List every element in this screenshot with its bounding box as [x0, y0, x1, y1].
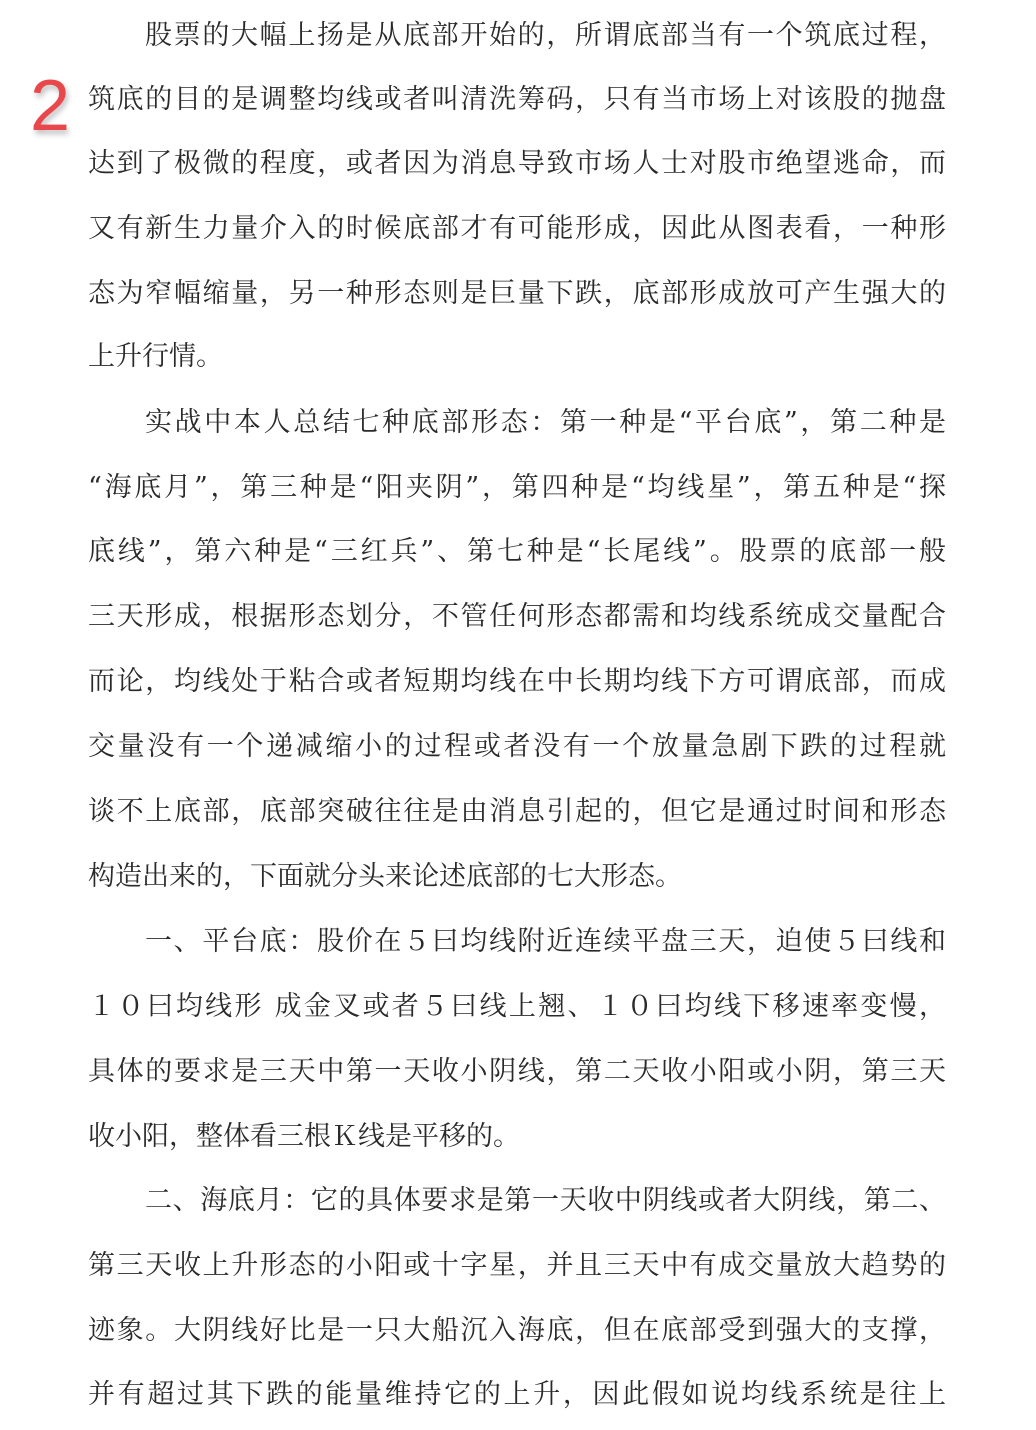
paragraph-line: 构造出来的，下面就分头来论述底部的七大形态。: [88, 861, 682, 892]
paragraph-line: 并有超过其下跌的能量维持它的上升，因此假如说均线系统是往上: [88, 1379, 946, 1410]
paragraph-line: 具体的要求是三天中第一天收小阴线，第二天收小阳或小阴，第三天: [88, 1056, 946, 1087]
paragraph-line: 而论，均线处于粘合或者短期均线在中长期均线下方可谓底部，而成: [88, 666, 946, 697]
paragraph-line: 底线”，第六种是“三红兵”、第七种是“长尾线”。股票的底部一般: [88, 536, 946, 567]
paragraph-line: 实战中本人总结七种底部形态：第一种是“平台底”，第二种是: [145, 407, 946, 438]
paragraph-line: 谈不上底部，底部突破往往是由消息引起的，但它是通过时间和形态: [88, 796, 946, 827]
paragraph-line: 收小阳，整体看三根Ｋ线是平移的。: [88, 1121, 520, 1152]
paragraph-line: 二、海底月：它的具体要求是第一天收中阴线或者大阴线，第二、: [145, 1185, 946, 1216]
paragraph-line: 第三天收上升形态的小阳或十字星，并且三天中有成交量放大趋势的: [88, 1250, 946, 1281]
paragraph-line: 态为窄幅缩量，另一种形态则是巨量下跌，底部形成放可产生强大的: [88, 278, 946, 309]
page-number-marker: 2: [30, 66, 71, 146]
paragraph-line: １０曰均线形 成金叉或者５曰线上翘、１０曰均线下移速率变慢，: [88, 991, 946, 1022]
paragraph-line: 三天形成，根据形态划分，不管任何形态都需和均线系统成交量配合: [88, 601, 946, 632]
paragraph-line: “海底月”，第三种是“阳夹阴”，第四种是“均线星”，第五种是“探: [88, 472, 946, 503]
paragraph-line: 上升行情。: [88, 341, 223, 372]
paragraph-line: 股票的大幅上扬是从底部开始的，所谓底部当有一个筑底过程，: [145, 20, 946, 51]
paragraph-line: 达到了极微的程度，或者因为消息导致市场人士对股市绝望逃命，而: [88, 148, 946, 179]
paragraph-line: 筑底的目的是调整均线或者叫清洗筹码，只有当市场上对该股的抛盘: [88, 84, 946, 115]
paragraph-line: 又有新生力量介入的时候底部才有可能形成，因此从图表看，一种形: [88, 213, 946, 244]
paragraph-line: 迹象。大阴线好比是一只大船沉入海底，但在底部受到强大的支撑，: [88, 1315, 946, 1346]
paragraph-line: 交量没有一个递减缩小的过程或者没有一个放量急剧下跌的过程就: [88, 731, 946, 762]
paragraph-line: 一、平台底：股价在５曰均线附近连续平盘三天，迫使５曰线和: [145, 926, 946, 957]
